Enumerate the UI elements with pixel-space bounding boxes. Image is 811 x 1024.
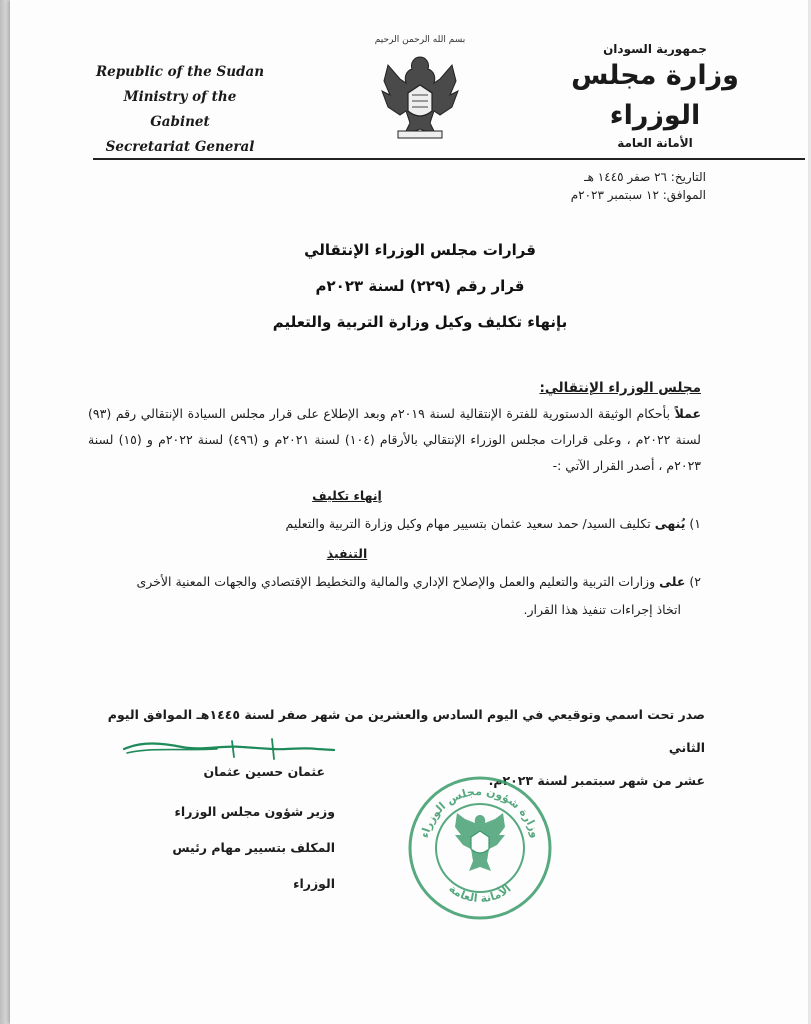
- section-termination: إنهاء تكليف: [312, 488, 382, 503]
- title-line3: بإنهاء تكليف وكيل وزارة التربية والتعليم: [272, 313, 568, 331]
- stamp-top-text: وزارة شؤون مجلس الوزراء: [418, 784, 542, 840]
- emblem: [370, 35, 470, 150]
- letterhead-en-line1: Republic of the Sudan: [95, 64, 265, 80]
- preamble-lead: عملاً: [674, 406, 701, 421]
- date-gregorian: الموافق: ١٢ سبتمبر ٢٠٢٣م: [570, 188, 706, 202]
- sudan-eagle-emblem-icon: [370, 45, 470, 145]
- svg-text:الأمانة العامة: [446, 882, 513, 905]
- stamp-bottom-text: الأمانة العامة: [446, 881, 514, 906]
- article-2: [88, 569, 701, 595]
- article-1-text: تكليف السيد/ حمد سعيد عثمان بتسيير مهام وكيل وزارة التربية والتعليم: [285, 516, 651, 531]
- closing-line2: عشر من شهر سبتمبر لسنة ٢٠٢٣م.: [488, 773, 705, 788]
- signatory-name: عثمان حسين عثمان: [203, 764, 325, 779]
- letterhead-ar-ministry: وزارة مجلس الوزراء: [571, 60, 739, 131]
- decision-titles: [200, 232, 640, 340]
- header-divider: [93, 158, 805, 160]
- title-line1: قرارات مجلس الوزراء الإنتقالي: [304, 241, 536, 259]
- article-2-text: وزارات التربية والتعليم والعمل والإصلاح الإداري والمالية والتخطيط الإقتصادي والجهات المعنية الأخرى: [136, 574, 656, 589]
- letterhead-english: [95, 60, 265, 160]
- article-2-continuation: اتخاذ إجراءات تنفيذ هذا القرار.: [523, 602, 681, 617]
- preamble-paragraph: [88, 401, 701, 479]
- council-heading: مجلس الوزراء الإنتقالي:: [539, 380, 701, 396]
- decision-body: [88, 377, 701, 623]
- title-line2: قرار رقم (٢٢٩) لسنة ٢٠٢٣م: [315, 277, 525, 295]
- date-hijri: التاريخ: ٢٦ صفر ١٤٤٥ هـ: [584, 170, 706, 184]
- signatory-title2: المكلف بتسيير مهام رئيس الوزراء: [172, 840, 335, 891]
- article-2-number: ٢): [689, 574, 701, 589]
- basmala: بسم الله الرحمن الرحيم: [374, 35, 466, 45]
- document-date: [571, 168, 706, 204]
- signatory-title1: وزير شؤون مجلس الوزراء: [174, 804, 335, 819]
- letterhead-ar-country: جمهورية السودان: [603, 42, 707, 56]
- page-edge-shadow: [0, 0, 10, 1024]
- article-1-number: ١): [689, 516, 701, 531]
- signatory-block: [135, 760, 335, 902]
- article-2-lead: على: [659, 574, 686, 589]
- letterhead-ar-secretariat: الأمانة العامة: [617, 136, 693, 150]
- article-1: [88, 511, 701, 537]
- letterhead-en-line2: Ministry of the Gabinet: [123, 89, 237, 130]
- official-stamp-icon: [405, 773, 555, 923]
- section-implementation: التنفيذ: [326, 546, 368, 561]
- closing-line1: صدر تحت اسمي وتوقيعي في اليوم السادس والعشرين من شهر صفر لسنة ١٤٤٥هـ الموافق اليوم الثاني: [107, 707, 705, 755]
- preamble-text: بأحكام الوثيقة الدستورية للفترة الإنتقالية لسنة ٢٠١٩م وبعد الإطلاع على قرار مجلس السيادة الإنتقالي رقم (٩٣) لسنة ٢٠٢٢م ، وعلى قرارات مجلس الوزراء الإنتقالي بالأرقام (١٠٤) لسنة ٢٠٢١م و (٤٩٦) لسنة ٢٠٢٢م و (١٥) لسنة ٢٠٢٣م ، أصدر القرار الآتي :-: [88, 406, 701, 473]
- article-1-lead: يُنهى: [654, 516, 686, 531]
- letterhead-en-line3: Secretariat General: [105, 139, 255, 155]
- letterhead-arabic: [555, 42, 755, 150]
